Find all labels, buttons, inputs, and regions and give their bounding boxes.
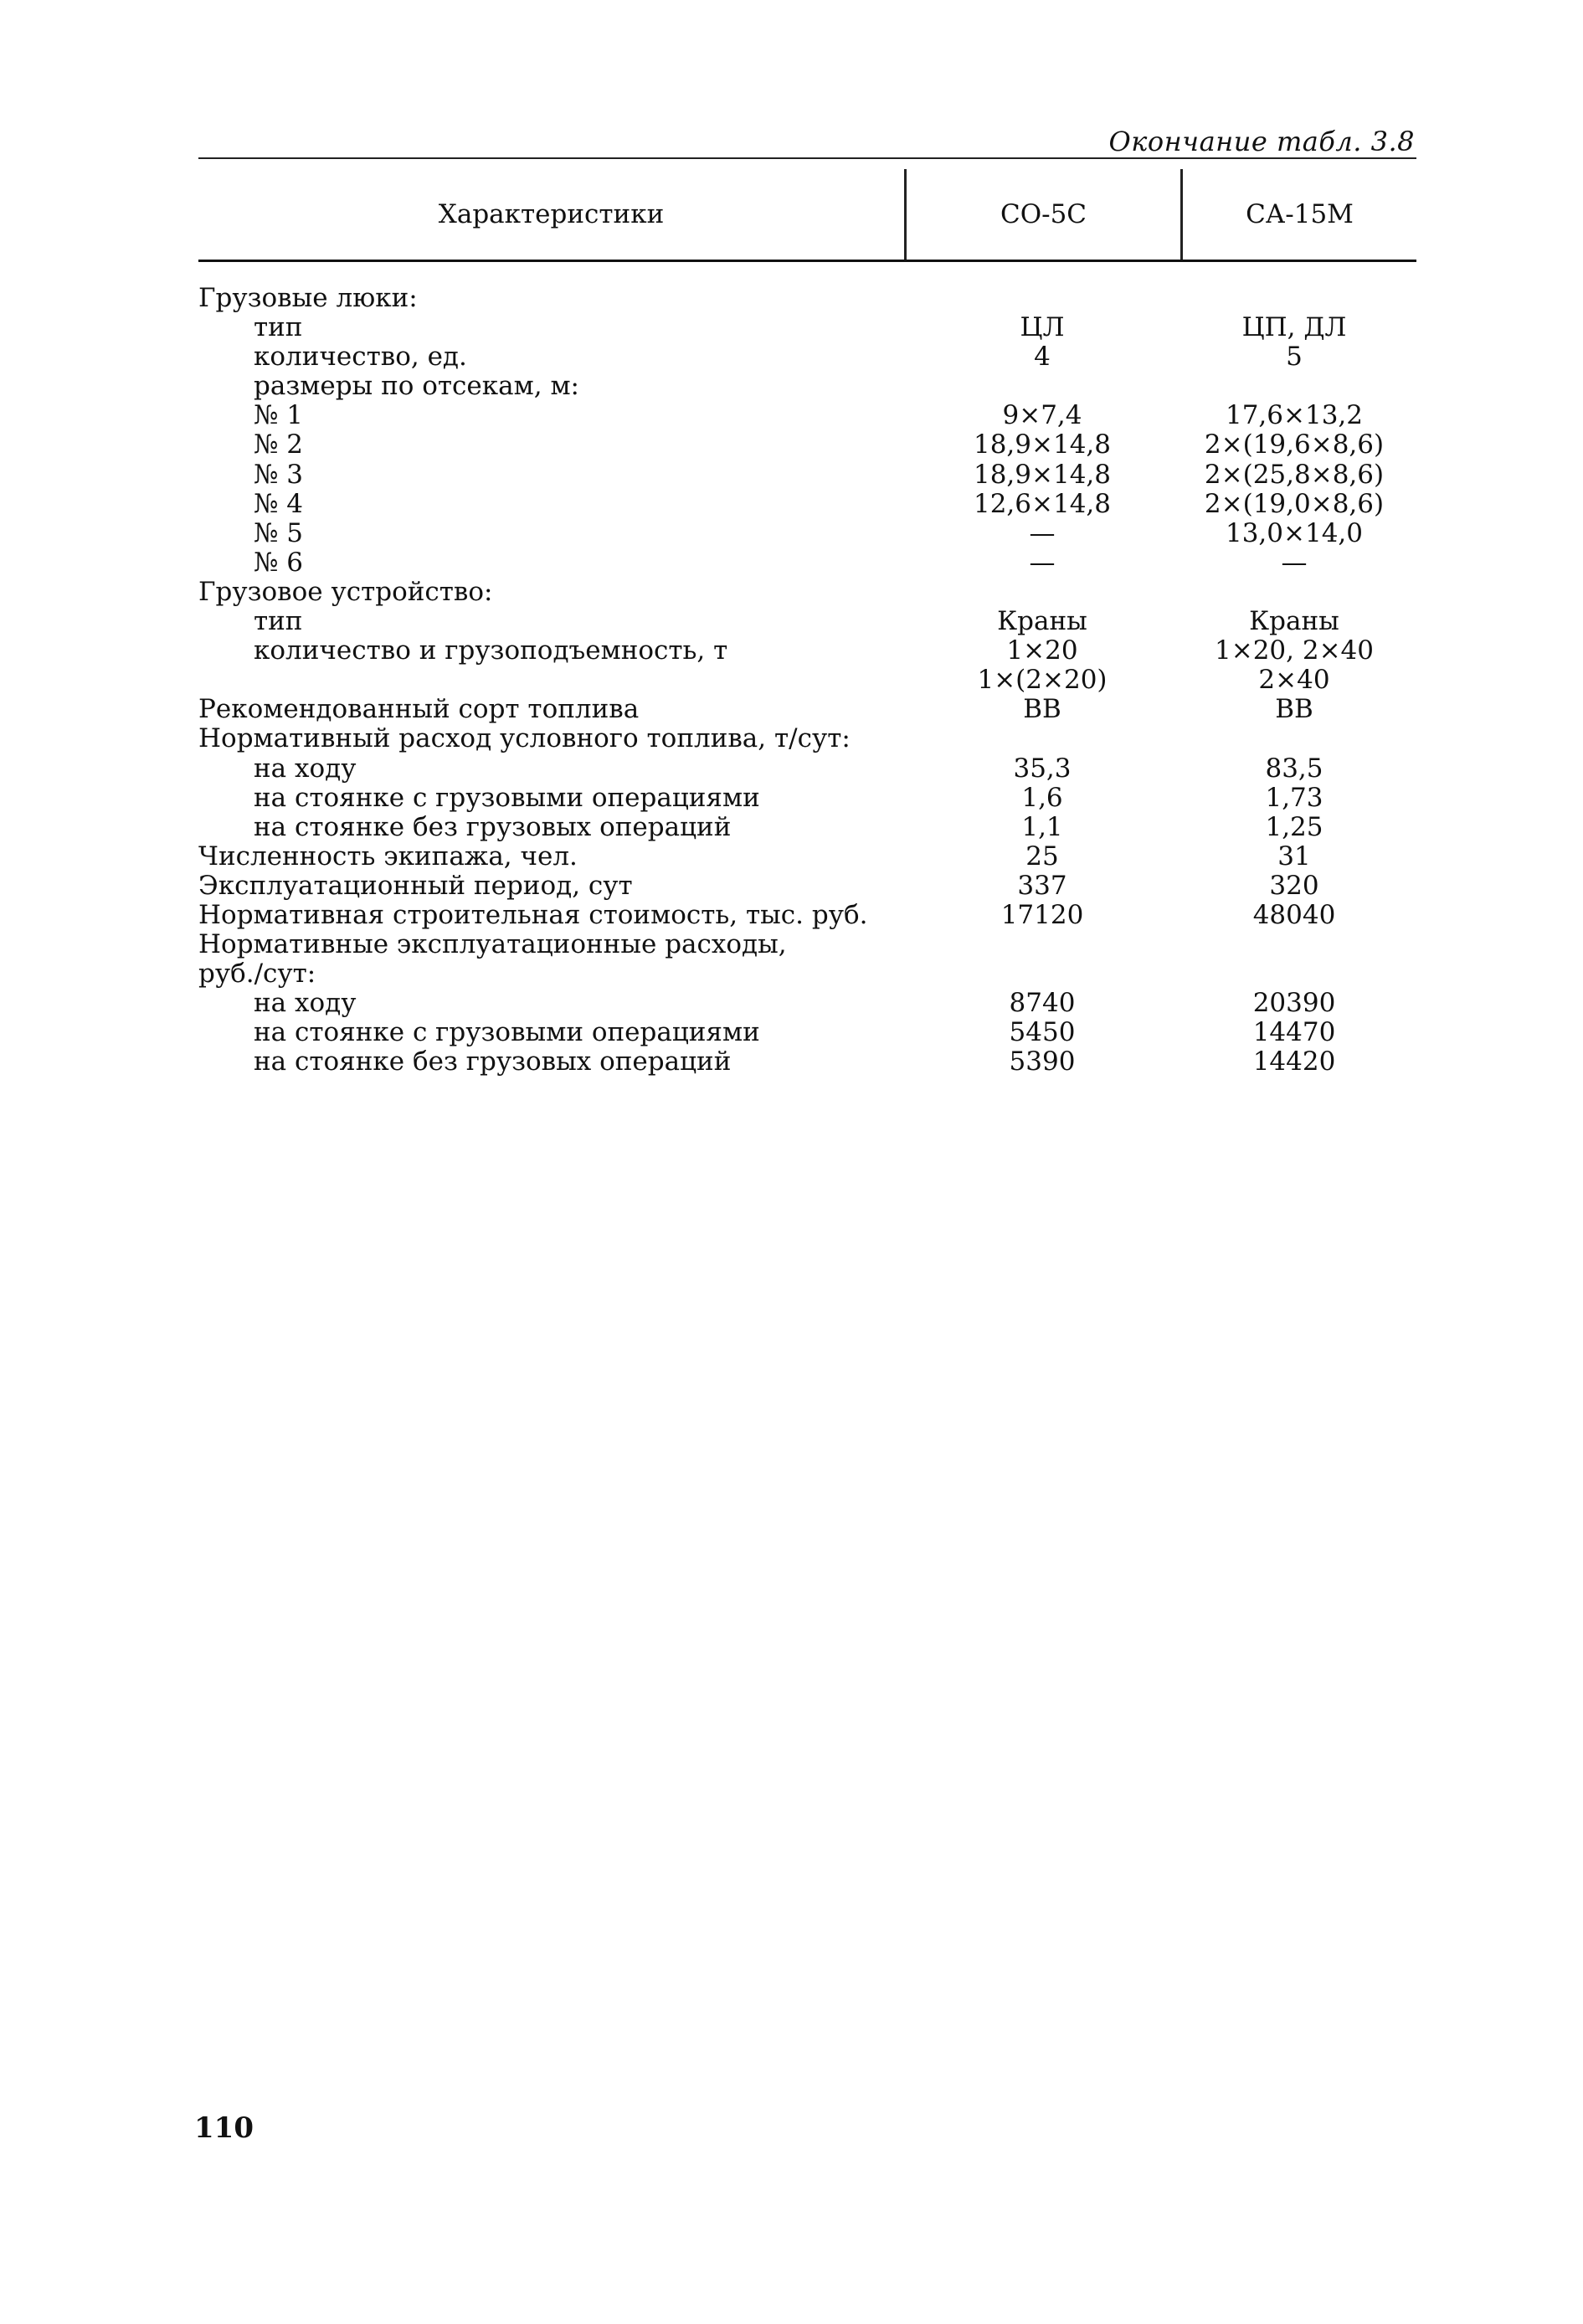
row-label: на стоянке без грузовых операций — [254, 1046, 732, 1077]
row-label: Нормативный расход условного топлива, т/сут: — [198, 723, 851, 754]
cell-so-5s: 5450 — [1009, 1017, 1076, 1048]
table-row — [198, 401, 1416, 430]
row-label: Нормативные эксплуатационные расходы, — [198, 929, 787, 960]
cell-sa-15m: 13,0×14,0 — [1225, 517, 1364, 548]
table-row — [198, 372, 1416, 401]
table-row — [198, 490, 1416, 519]
row-label — [198, 666, 904, 695]
header-so-5s — [904, 169, 1183, 260]
cell-so-5s — [904, 930, 1180, 959]
cell-so-5s: Краны — [997, 606, 1087, 637]
row-label: на стоянке без грузовых операций — [254, 811, 732, 842]
cell-sa-15m: ВВ — [1275, 694, 1313, 725]
header-sa-15m: СА-15М — [1246, 199, 1354, 229]
cell-sa-15m: — — [1281, 547, 1308, 578]
table-row — [198, 813, 1416, 842]
table-row — [198, 1018, 1416, 1047]
cell-sa-15m — [1180, 959, 1416, 989]
cell-sa-15m — [1180, 372, 1416, 401]
table-row — [198, 901, 1416, 930]
cell-so-5s — [904, 284, 1180, 313]
row-label: № 4 — [254, 488, 303, 519]
header-characteristics: Характеристики — [438, 199, 665, 229]
cell-sa-15m: 48040 — [1252, 899, 1336, 930]
table-row — [198, 342, 1416, 372]
cell-sa-15m: 1×20, 2×40 — [1215, 635, 1374, 666]
row-label: № 3 — [254, 459, 303, 490]
cell-sa-15m: 2×(19,0×8,6) — [1204, 488, 1385, 519]
table-row — [198, 636, 1416, 666]
cell-so-5s — [904, 578, 1180, 607]
cell-so-5s: 35,3 — [1013, 753, 1072, 784]
cell-so-5s: ВВ — [1023, 694, 1061, 725]
table-row — [198, 930, 1416, 959]
header-so-5s-label: СО-5С — [1000, 199, 1087, 229]
cell-so-5s: — — [1029, 547, 1056, 578]
cell-so-5s — [904, 724, 1180, 753]
table-row — [198, 872, 1416, 901]
table-header-rule — [198, 260, 1416, 262]
row-label: № 1 — [254, 400, 303, 431]
cell-sa-15m: 20390 — [1252, 988, 1336, 1019]
cell-so-5s: 18,9×14,8 — [973, 459, 1112, 490]
row-label: тип — [254, 606, 303, 637]
cell-sa-15m: Краны — [1249, 606, 1339, 637]
row-label: на стоянке с грузовыми операциями — [254, 1017, 760, 1048]
row-label: № 2 — [254, 429, 303, 460]
table-row — [198, 989, 1416, 1018]
cell-sa-15m: 17,6×13,2 — [1225, 400, 1364, 431]
table-top-rule — [198, 157, 1416, 159]
row-label: на ходу — [254, 988, 357, 1019]
cell-so-5s: 1×20 — [1006, 635, 1078, 666]
row-label: Нормативная строительная стоимость, тыс. руб. — [198, 899, 868, 930]
cell-sa-15m — [1180, 578, 1416, 607]
row-label: количество, ед. — [254, 342, 467, 373]
row-label: размеры по отсекам, м: — [254, 371, 579, 402]
cell-so-5s: 25 — [1025, 841, 1059, 872]
row-label: № 6 — [254, 547, 303, 578]
row-label: тип — [254, 312, 303, 343]
cell-sa-15m: 2×40 — [1258, 665, 1330, 696]
cell-sa-15m: 31 — [1277, 841, 1311, 872]
cell-so-5s: 1,1 — [1021, 811, 1063, 842]
cell-so-5s: 337 — [1017, 870, 1067, 901]
cell-so-5s: 1×(2×20) — [977, 665, 1108, 696]
cell-so-5s: 1,6 — [1021, 782, 1063, 813]
cell-sa-15m: 83,5 — [1265, 753, 1323, 784]
table-row — [198, 519, 1416, 548]
row-label: Численность экипажа, чел. — [198, 841, 578, 872]
cell-sa-15m — [1180, 724, 1416, 753]
table-header — [198, 169, 1416, 260]
table-row — [198, 784, 1416, 813]
table-row — [198, 724, 1416, 753]
table-row — [198, 842, 1416, 872]
row-label: количество и грузоподъемность, т — [254, 635, 728, 666]
cell-so-5s: — — [1029, 517, 1056, 548]
table-row — [198, 695, 1416, 724]
table-row — [198, 284, 1416, 313]
cell-sa-15m: 14420 — [1252, 1046, 1336, 1077]
cell-so-5s: 4 — [1034, 342, 1051, 373]
cell-sa-15m: 1,73 — [1265, 782, 1323, 813]
table-row — [198, 607, 1416, 636]
table-body — [198, 284, 1416, 1077]
cell-sa-15m: 1,25 — [1265, 811, 1323, 842]
cell-sa-15m: 2×(25,8×8,6) — [1204, 459, 1385, 490]
cell-so-5s: 8740 — [1009, 988, 1076, 1019]
table-row — [198, 548, 1416, 578]
cell-so-5s: 18,9×14,8 — [973, 429, 1112, 460]
cell-so-5s — [904, 959, 1180, 989]
cell-sa-15m: ЦП, ДЛ — [1241, 312, 1347, 343]
cell-sa-15m — [1180, 284, 1416, 313]
table-row — [198, 666, 1416, 695]
table-row — [198, 313, 1416, 342]
row-label: руб./сут: — [198, 959, 316, 990]
cell-so-5s: 12,6×14,8 — [973, 488, 1112, 519]
table-row — [198, 959, 1416, 989]
cell-so-5s — [904, 372, 1180, 401]
cell-sa-15m: 14470 — [1252, 1017, 1336, 1048]
cell-sa-15m: 320 — [1269, 870, 1319, 901]
characteristics-table — [198, 157, 1416, 1077]
table-caption: Окончание табл. 3.8 — [1108, 126, 1415, 157]
row-label: Грузовое устройство: — [198, 576, 493, 607]
page-number: 110 — [194, 2111, 254, 2145]
cell-so-5s: ЦЛ — [1020, 312, 1065, 343]
row-label: Эксплуатационный период, сут — [198, 870, 633, 901]
row-label: на ходу — [254, 753, 357, 784]
cell-so-5s: 5390 — [1009, 1046, 1076, 1077]
table-row — [198, 460, 1416, 490]
cell-sa-15m — [1180, 930, 1416, 959]
cell-so-5s: 9×7,4 — [1002, 400, 1082, 431]
cell-so-5s: 17120 — [1000, 899, 1084, 930]
cell-sa-15m: 2×(19,6×8,6) — [1204, 429, 1385, 460]
table-row — [198, 430, 1416, 460]
row-label: № 5 — [254, 517, 303, 548]
table-row — [198, 754, 1416, 784]
table-row — [198, 1047, 1416, 1077]
row-label: Рекомендованный сорт топлива — [198, 694, 640, 725]
cell-sa-15m: 5 — [1286, 342, 1303, 373]
row-label: Грузовые люки: — [198, 283, 418, 313]
row-label: на стоянке с грузовыми операциями — [254, 782, 760, 813]
table-row — [198, 578, 1416, 607]
